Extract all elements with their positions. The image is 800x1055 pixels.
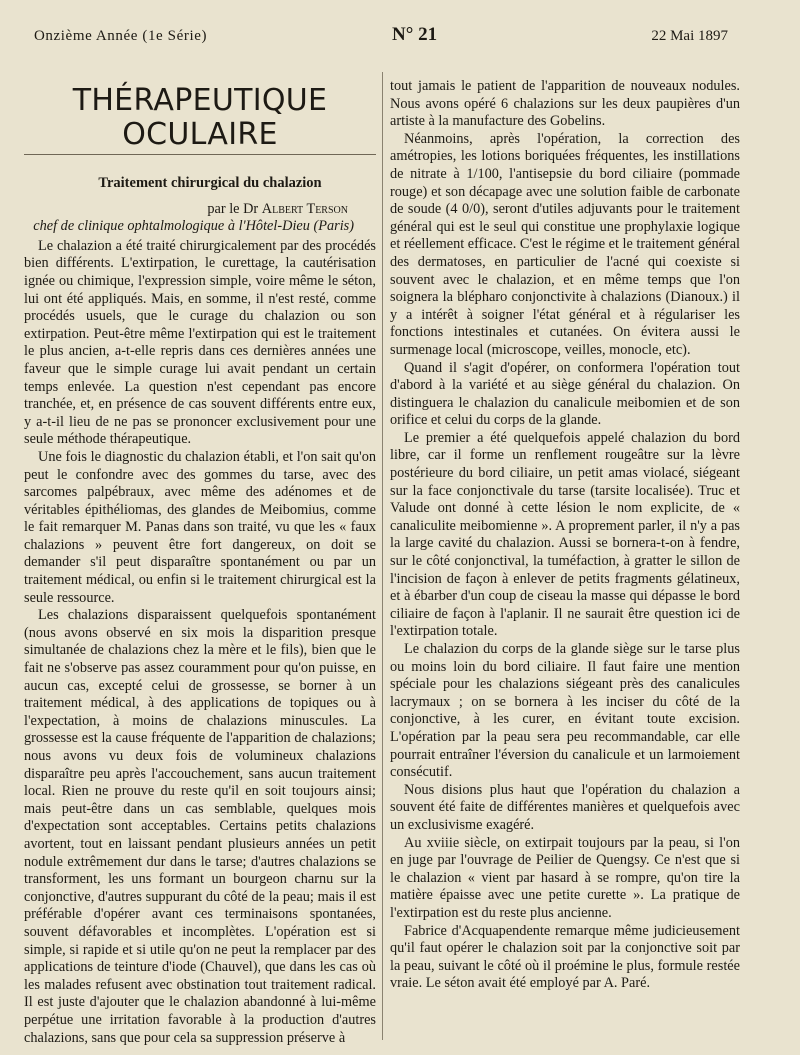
right-column — [390, 78, 740, 993]
issue-date: 22 Mai 1897 — [651, 28, 728, 44]
paragraph: Une fois le diagnostic du chalazion établi, et l'on sait qu'on peut le confondre avec des gommes du tarse, avec des sarcomes palpébraux, avec même des adénomes et de véritables épithéliomas, des glandes de Meibomius, comme le fait remarquer M. Panas dans son traité, vu que les « faux chalazions » peuvent être fort dangereux, on doit se demander s'il peut disparaître spontanément ou par un traitement médical, ou enfin si le traitement chirurgical est la seule ressource. — [24, 448, 376, 606]
paragraph: Au xviiie siècle, on extirpait toujours par la peau, si l'on en juge par l'ouvrage de Peilier de Quengsy. Ce n'est que si le chalazion « vient par hasard à se rompre, qu'on tire la matière épaisse avec une petite curette ». La pratique de l'extirpation est du reste plus ancienne. — [390, 834, 740, 921]
paragraph: Le chalazion du corps de la glande siège sur le tarse plus ou moins loin du bord ciliaire. Il faut faire une mention spéciale pour les chalazions siégeant près des canalicules lacrymaux ; on se bornera à les inciser du côté de la conjonctive, à les curer, en évitant toute excision. L'opération par la peau sera peu recommandable, car elle pourrait entraîner l'éversion du canalicule et un larmoiement consécutif. — [390, 641, 740, 781]
author-affiliation: chef de clinique ophtalmologique à l'Hôtel-Dieu (Paris) — [33, 218, 354, 235]
paragraph: Nous disions plus haut que l'opération du chalazion a souvent été faite de différentes manières et quelquefois avec un exclusivisme exagéré. — [390, 781, 740, 833]
byline-prefix: par le Dr — [207, 200, 259, 217]
volume-label: Onzième Année (1e Série) — [34, 28, 208, 44]
author-name: Albert Terson — [261, 200, 348, 217]
paragraph-continued: tout jamais le patient de l'apparition de nouveaux nodules. Nous avons opéré 6 chalazions sur les deux paupières d'un artiste à la manufacture des Gobelins. — [390, 78, 740, 130]
page-header — [34, 22, 728, 52]
issue-number: N° 21 — [392, 24, 438, 45]
paragraph: Néanmoins, après l'opération, la correction des amétropies, les lotions boriquées fréquentes, les instillations de nitrate à 1/100, l'antisepsie du bord ciliaire (pommade rouge) et son décapage avec une solution faible de carbonate de soude (4 0/0), seront d'utiles adjuvants pour le traitement général qui est le seul qui constitue une prophylaxie logique et réellement efficace. C'est le régime et le traitement général des dermatoses, en particulier de l'acné qui coexiste si souvent avec le chalazion, et en même temps que l'on soignera la blépharo conjonctivite à chalazions (Dianoux.) il y a intérêt à soigner l'état général et à régulariser les fonctions intestinales et cutanées. On évitera aussi le surmenage local (microscope, veilles, monocle, etc). — [390, 130, 741, 358]
paragraph: Le premier a été quelquefois appelé chalazion du bord libre, car il forme un renflement rougeâtre sur la lèvre postérieure du bord ciliaire, un petit amas violacé, siégeant sur la face conjonctivale du tarse (tarsite localisée). Truc et Valude ont donné à cette lésion le nom explicite, de « canaliculite meibomienne ». A proprement parler, il n'y a pas la large cavité du chalazion. Aussi se bornera-t-on à fendre, sur le côté conjonctival, la tuméfaction, à gratter le sillon de l'incision de façon à enlever de petits fragments gélatineux, et à ébarber d'un coup de ciseau la masse qui dépasse le bord ciliaire de façon à l'aplanir. Il ne saurait être question ici de l'extirpation totale. — [390, 429, 740, 640]
paragraph: Les chalazions disparaissent quelquefois spontanément (nous avons observé en six mois la disparition presque simultanée de chalazions chez la mère et le fils), bien que le fait ne s'observe pas assez couramment pour qu'on puisse, en aucun cas, excepté celui de grossesse, se borner à un traitement médical, à des applications de topiques ou à l'expectation, à moins de chalazions minuscules. La grossesse est la cause fréquente de l'apparition de chalazions; nous avons vu deux fois de volumineux chalazions disparaître peu après l'accouchement, sans aucun traitement local. Rien ne prouve du reste qu'il en soit toujours ainsi; mais peut-être dans un cas semblable, quelques mois d'expectation sont acceptables. Certains petits chalazions avortent, tout en laissant pendant plusieurs années un petit nodule extrêmement dur dans le tarse; d'autres chalazions se transforment, les uns formant un bourgeon charnu sur la conjonctive, d'autres suppurant du côté de la peau; mais il est préférable d'opérer avant ces terminaisons spontanées, souvent défavorables et incomplètes. L'opération est si simple, si rapide et si utile qu'on ne peut la remplacer par des applications de teinture d'iode (Chauvel), que dans les cas où les malades refusent avec obstination tout traitement radical. Il est juste d'ajouter que le chalazion abandonné à lui-même perpétue une irritation favorable à la production d'autres chalazions, sans que pour cela sa suppression préserve à — [24, 607, 376, 1046]
section-title: THÉRAPEUTIQUE OCULAIRE — [24, 84, 376, 155]
column-divider — [382, 72, 383, 1040]
left-column — [24, 78, 376, 1047]
paragraph: Le chalazion a été traité chirurgicalement par des procédés bien différents. L'extirpation, le curettage, la cautérisation ignée ou chimique, l'expression simple, voire même le séton, lui ont été appliqués. Mais, en somme, il n'est resté, comme procédés usuels, que le curage du chalazion ou son extirpation. Peut-être même l'extirpation qui est le traitement le plus ancien, a-t-elle repris dans ces dernières années une faveur que le simple curage lui avait pendant un certain temps enlevée. La question n'est cependant pas encore tranchée, et, en présence de cas souvent différents entre eux, y a-t-il lieu de ne pas se prononcer exclusivement pour une seule méthode thérapeutique. — [24, 237, 376, 448]
byline — [24, 201, 376, 219]
article-subtitle: Traitement chirurgical du chalazion — [98, 175, 322, 191]
paragraph: Quand il s'agit d'opérer, on conformera l'opération tout d'abord à la variété et au siège général du chalazion. On distinguera le chalazion du canalicule meibomien et de son orifice et celui du corps de la glande. — [390, 359, 740, 429]
paragraph: Fabrice d'Acquapendente remarque même judicieusement qu'il faut opérer le chalazion soit par la conjonctive soit par la peau, suivant le côté où il proémine le plus, formule restée vraie. Le séton avait été employé par A. Paré. — [390, 922, 740, 992]
